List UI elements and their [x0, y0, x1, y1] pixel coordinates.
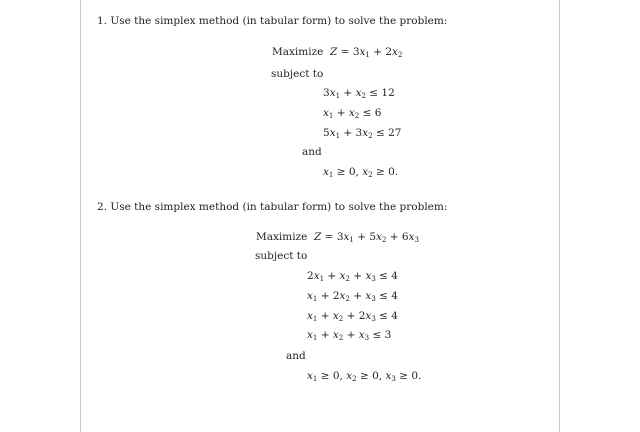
- document-page: [80, 0, 560, 432]
- problem-1-objective: [272, 45, 402, 59]
- problem-2-statement: 2. Use the simplex method (in tabular form) to solve the problem:: [97, 201, 448, 213]
- problem-2-constraint-1: $2x_1 + x_2 + x_3 \le 4$: [307, 270, 398, 283]
- problem-1-objective-expression: $Z = 3x_1 + 2x_2$: [330, 46, 403, 59]
- problem-2-nonnegativity: $x_1 \ge 0$, $x_2 \ge 0$, $x_3 \ge 0$.: [307, 370, 422, 383]
- problem-1-constraint-1: $3x_1 + x_2 \le 12$: [323, 87, 395, 100]
- problem-2-subject-to: subject to: [255, 250, 308, 262]
- problem-1-statement: 1. Use the simplex method (in tabular form) to solve the problem:: [97, 15, 448, 27]
- problem-2-constraint-4: $x_1 + x_2 + x_3 \le 3$: [307, 329, 392, 342]
- problem-1-nonnegativity: $x_1 \ge 0$, $x_2 \ge 0$.: [323, 166, 399, 179]
- problem-1-constraint-2: $x_1 + x_2 \le 6$: [323, 107, 382, 120]
- problem-2-maximize-label: Maximize: [256, 231, 308, 243]
- problem-2-objective: [256, 230, 419, 244]
- problem-2-objective-expression: $Z = 3x_1 + 5x_2 + 6x_3$: [314, 231, 419, 244]
- problem-1-and: and: [302, 146, 322, 158]
- problem-1-subject-to: subject to: [271, 68, 324, 80]
- problem-1-maximize-label: Maximize: [272, 46, 324, 58]
- problem-2-and: and: [286, 350, 306, 362]
- problem-2-constraint-3: $x_1 + x_2 + 2x_3 \le 4$: [307, 310, 398, 323]
- problem-1-constraint-3: $5x_1 + 3x_2 \le 27$: [323, 127, 402, 140]
- problem-2-constraint-2: $x_1 + 2x_2 + x_3 \le 4$: [307, 290, 398, 303]
